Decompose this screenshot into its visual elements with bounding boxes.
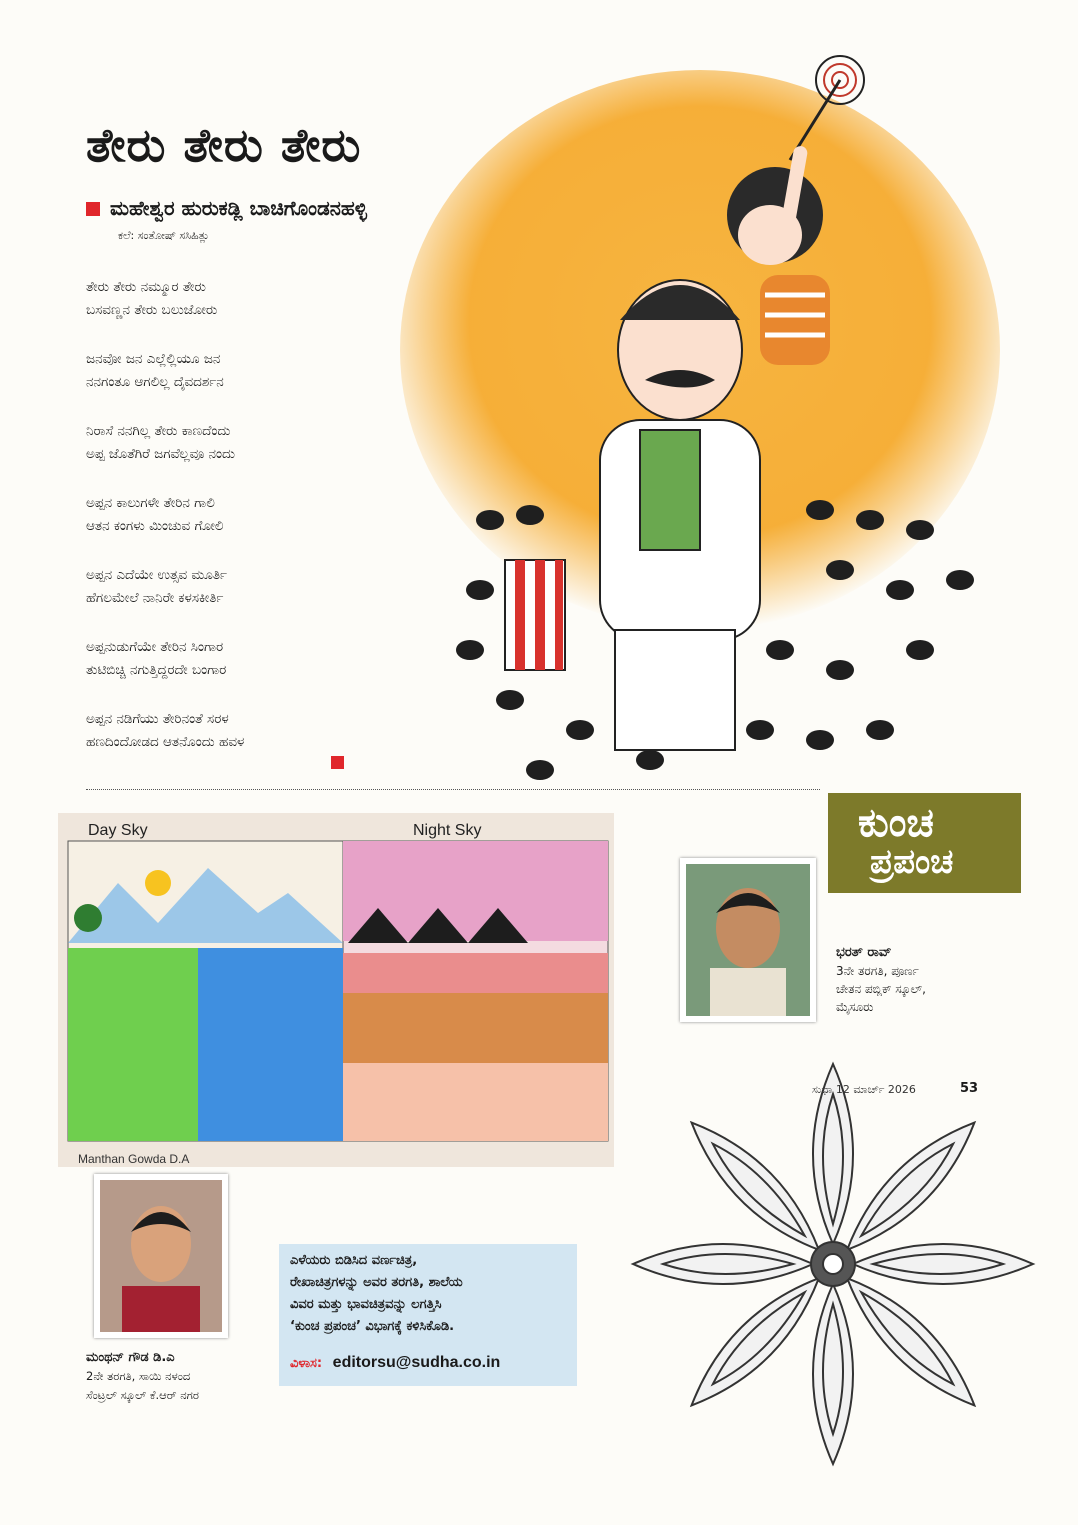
- poem-line: ಅಪ್ಪ ಜೊತೆಗಿರೆ ಜಗವೆಲ್ಲವೂ ನಂದು: [86, 446, 236, 462]
- poem-stanza: [86, 492, 386, 538]
- submission-instructions: [290, 1250, 574, 1338]
- poem-line: ಹಣದಿಂದೋಡದ ಆತನೊಂದು ಹವಳ: [86, 734, 245, 750]
- poem-line: ತುಟಿಬಿಚ್ಚಿ ನಗುತ್ತಿದ್ದರದೇ ಬಂಗಾರ: [86, 662, 227, 678]
- poem-illustration: [400, 50, 1040, 790]
- info-line: ವಿವರ ಮತ್ತು ಭಾವಚಿತ್ರವನ್ನು ಲಗತ್ತಿಸಿ: [290, 1297, 442, 1312]
- poem-title: ತೇರು ತೇರು ತೇರು: [86, 118, 362, 172]
- child-photo-2: [94, 1174, 228, 1338]
- drawing-signature: Manthan Gowda D.A: [78, 1152, 190, 1166]
- poem-line: ಹೆಗಲಮೇಲೆ ನಾನಿರೇ ಕಳಸಕೀರ್ತಿ: [86, 590, 224, 606]
- drawing-label-night: Night Sky: [413, 822, 482, 839]
- poem-line: ಬಸವಣ್ಣನ ತೇರು ಬಲುಜೋರು: [86, 302, 218, 318]
- child-detail: ಸೆಂಟ್ರಲ್ ಸ್ಕೂಲ್ ಕೆ.ಆರ್ ನಗರ: [86, 1388, 199, 1402]
- poem-line: ಅಪ್ಪನ ಕಾಲುಗಳೇ ತೇರಿನ ಗಾಲಿ: [86, 495, 215, 511]
- poem-line: ಆತನ ಕಂಗಳು ಮಿಂಚುವ ಗೋಲಿ: [86, 518, 224, 534]
- info-line: ‘ಕುಂಚ ಪ್ರಪಂಚ’ ವಿಭಾಗಕ್ಕೆ ಕಳಿಸಿಕೊಡಿ.: [290, 1319, 455, 1334]
- poem-line: ತೇರು ತೇರು ನಮ್ಮೂರ ತೇರು: [86, 279, 206, 295]
- address-label: ವಿಳಾಸ:: [290, 1356, 323, 1371]
- drawing-label-day: Day Sky: [88, 822, 148, 839]
- child-drawing-mandala: [622, 1038, 1044, 1514]
- child-detail: 2ನೇ ತರಗತಿ, ಸಾಯಿ ನಳಂದ: [86, 1369, 191, 1383]
- issue-date: ಸುಧಾ 12 ಮಾರ್ಚ್ 2026: [812, 1083, 916, 1096]
- poem-line: ಅಪ್ಪನ ಎದೆಯೇ ಉತ್ಸವ ಮೂರ್ತಿ: [86, 567, 228, 583]
- illustration-credit: ಕಲೆ: ಸಂತೋಷ್ ಸಸಿಹಿತ್ಲು: [118, 229, 210, 242]
- poem-body: [86, 276, 386, 780]
- author-bullet: [86, 202, 100, 216]
- info-line: ರೇಖಾಚಿತ್ರಗಳನ್ನು ಅವರ ತರಗತಿ, ಶಾಲೆಯ: [290, 1275, 463, 1290]
- poem-stanza: [86, 564, 386, 610]
- poem-stanza: [86, 636, 386, 682]
- child-name: ಮಂಥನ್ ಗೌಡ ಡಿ.ಎ: [86, 1350, 175, 1365]
- child-caption-2: [86, 1348, 199, 1405]
- poem-stanza: [86, 276, 386, 322]
- poem-line: ಜನವೋ ಜನ ಎಲ್ಲೆಲ್ಲಿಯೂ ಜನ: [86, 351, 221, 367]
- child-drawing-sky: [58, 813, 614, 1167]
- child-detail: 3ನೇ ತರಗತಿ, ಪೂರ್ಣ: [836, 964, 919, 978]
- submission-address: [290, 1354, 500, 1372]
- section-title-line1: ಕುಂಚ: [858, 800, 934, 846]
- poem-stanza: [86, 420, 386, 466]
- poem-line: ಅಪ್ಪನ ನಡಿಗೆಯು ತೇರಿನಂತೆ ಸರಳ: [86, 711, 229, 727]
- poem-line: ಅಪ್ಪನುಡುಗೆಯೇ ತೇರಿನ ಸಿಂಗಾರ: [86, 639, 224, 655]
- child-photo-1: [680, 858, 816, 1022]
- poem-line: ನಿರಾಸೆ ನನಗಿಲ್ಲ ತೇರು ಕಾಣದೆಂದು: [86, 423, 231, 439]
- poem-stanza: [86, 708, 386, 754]
- email-link[interactable]: editorsu@sudha.co.in: [332, 1354, 501, 1371]
- poem-stanza: [86, 348, 386, 394]
- poem-line: ನನಗಂತೂ ಆಗಲಿಲ್ಲ ದೈವದರ್ಶನ: [86, 374, 224, 390]
- child-name: ಭರತ್ ರಾವ್: [836, 945, 892, 960]
- poem-author: ಮಹೇಶ್ವರ ಹುರುಕಡ್ಲಿ ಬಾಚಿಗೊಂಡನಹಳ್ಳಿ: [110, 196, 367, 220]
- child-detail: ಚೇತನ ಪಬ್ಲಿಕ್ ಸ್ಕೂಲ್,: [836, 982, 926, 996]
- section-divider: [86, 789, 820, 790]
- end-mark: [331, 756, 344, 769]
- child-caption-1: [836, 944, 926, 1016]
- child-detail: ಮೈಸೂರು: [836, 1000, 874, 1014]
- page-number: 53: [960, 1081, 979, 1096]
- section-title-line2: ಪ್ರಪಂಚ: [870, 842, 954, 882]
- info-line: ಎಳೆಯರು ಬಿಡಿಸಿದ ವರ್ಣಚಿತ್ರ,: [290, 1253, 418, 1268]
